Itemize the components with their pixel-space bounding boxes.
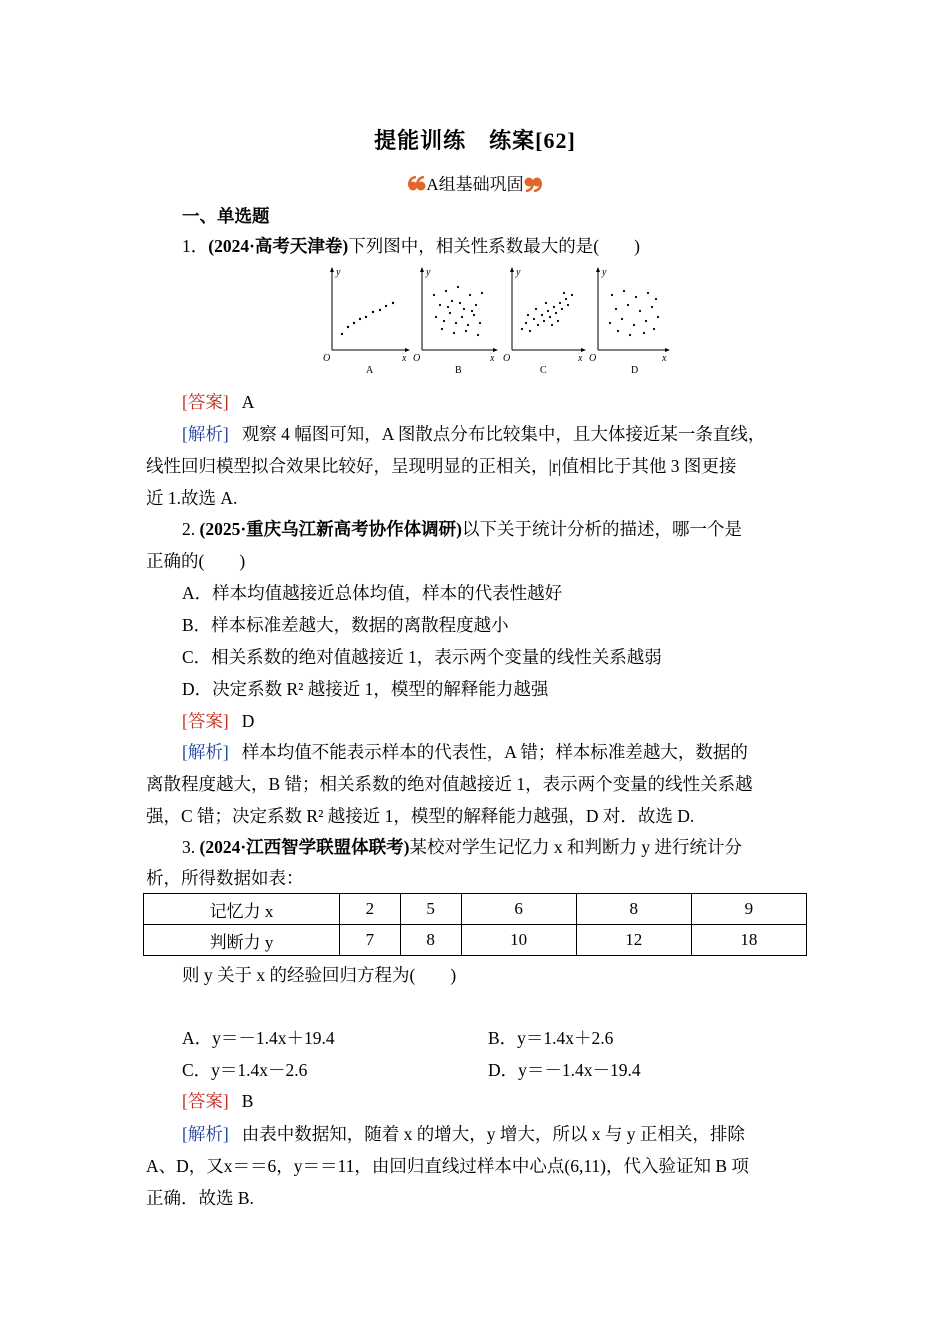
table-cell: 2 [340,894,401,925]
q2-analysis-line-1: [解析] 样本均值不能表示样本的代表性，A 错；样本标准差越大，数据的 [182,742,748,762]
q1-answer: [答案] A [182,392,255,412]
svg-text:y: y [516,267,521,278]
q2-option-d: D．决定系数 R² 越接近 1，模型的解释能力越强 [182,679,549,699]
table-cell: 5 [400,894,461,925]
svg-text:B: B [455,365,462,376]
plot-c [503,267,586,376]
q1-analysis-line-2: 线性回归模型拟合效果比较好，呈现明显的正相关，|r|值相比于其他 3 图更接 [146,456,737,476]
section-heading: 一、单选题 [182,206,270,226]
q3-stem-2: 析，所得数据如表： [146,868,304,888]
page-title: 提能训练 练案[62] [374,128,576,153]
q3-question: 则 y 关于 x 的经验回归方程为( ) [182,965,457,985]
q3-stem: 3. (2024·江西智学联盟体联考)某校对学生记忆力 x 和判断力 y 进行统计分 [182,837,742,857]
q1-analysis-line-3: 近 1.故选 A. [146,488,238,508]
q3-answer: [答案] B [182,1091,254,1111]
q1-analysis-line-1: [解析] 观察 4 幅图可知，A 图散点分布比较集中，且大体接近某一条直线， [182,424,766,444]
q2-analysis-line-3: 强，C 错；决定系数 R² 越接近 1，模型的解释能力越强，D 对．故选 D. [146,806,695,826]
svg-text:y: y [602,267,607,278]
table-cell: 12 [576,925,691,956]
svg-text:O: O [413,353,421,364]
plot-d [589,267,670,376]
q3-option-b: B．y＝1.4x＋2.6 [488,1028,614,1048]
open-quote-icon [408,175,426,193]
q2-stem: 2. (2025·重庆乌江新高考协作体调研)以下关于统计分析的描述，哪一个是 [182,519,742,539]
plot-a [323,267,410,376]
close-quote-icon [524,175,542,193]
table-cell: 记忆力 x [144,894,340,925]
svg-text:x: x [578,353,583,364]
q2-option-c: C．相关系数的绝对值越接近 1，表示两个变量的线性关系越弱 [182,647,662,667]
q1-scatter-plots [318,265,678,377]
plot-b [413,267,498,376]
table-cell: 9 [691,894,806,925]
q2-answer: [答案] D [182,711,255,731]
q3-analysis-line-1: [解析] 由表中数据知，随着 x 的增大，y 增大，所以 x 与 y 正相关，排除 [182,1124,745,1144]
svg-text:y: y [426,267,431,278]
group-label: A组基础巩固 [426,175,524,194]
svg-text:x: x [490,353,495,364]
svg-text:x: x [662,353,667,364]
q3-analysis-line-2: A、D，又x＝＝6，y＝＝11，由回归直线过样本中心点(6,11)，代入验证知 B 项 [146,1156,749,1176]
svg-text:x: x [402,353,407,364]
q3-analysis-line-3: 正确．故选 B. [146,1188,254,1208]
svg-text:y: y [336,267,341,278]
q2-option-b: B．样本标准差越大，数据的离散程度越小 [182,615,509,635]
q3-option-c: C．y＝1.4x－2.6 [182,1060,308,1080]
q3-data-table [143,893,807,956]
q2-stem-2: 正确的( ) [146,551,246,571]
table-cell: 8 [576,894,691,925]
group-heading [0,170,950,195]
svg-text:A: A [366,365,374,376]
q1-stem: 1．(2024·高考天津卷)下列图中，相关性系数最大的是( ) [182,236,640,256]
svg-text:D: D [631,365,639,376]
table-cell: 10 [461,925,576,956]
table-cell: 判断力 y [144,925,340,956]
table-cell: 6 [461,894,576,925]
table-cell: 7 [340,925,401,956]
q3-option-a: A．y＝－1.4x＋19.4 [182,1028,335,1048]
table-cell: 18 [691,925,806,956]
q2-option-a: A．样本均值越接近总体均值，样本的代表性越好 [182,583,563,603]
svg-text:C: C [540,365,547,376]
svg-text:O: O [589,353,597,364]
svg-text:O: O [503,353,511,364]
q2-analysis-line-2: 离散程度越大，B 错；相关系数的绝对值越接近 1，表示两个变量的线性关系越 [146,774,753,794]
table-row [144,894,807,925]
table-cell: 8 [400,925,461,956]
table-row [144,925,807,956]
svg-text:O: O [323,353,331,364]
q3-option-d: D．y＝－1.4x－19.4 [488,1060,641,1080]
